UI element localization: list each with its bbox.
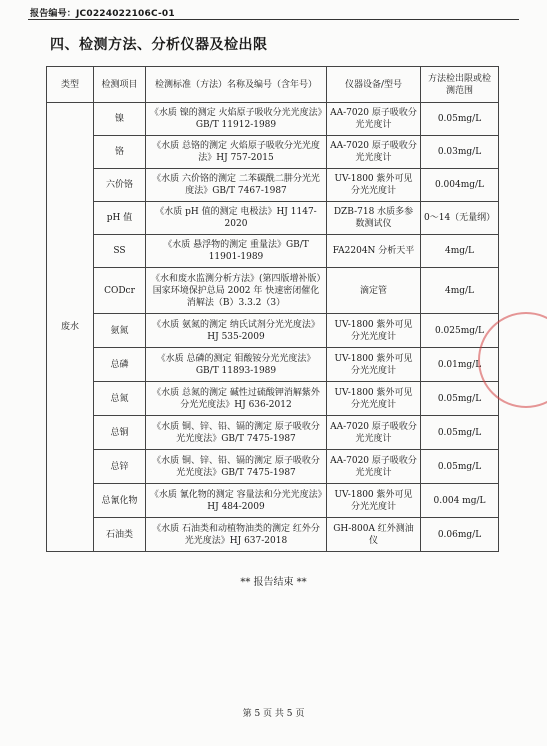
- table-row: [47, 136, 499, 169]
- report-number: 报告编号：JC0224022106C-01: [30, 9, 175, 19]
- table-row: [47, 235, 499, 268]
- header-type: 类型: [47, 67, 94, 103]
- instrument-cell: UV-1800 紫外可见分光光度计: [327, 382, 421, 416]
- table-row: [47, 416, 499, 450]
- header-standard: 检测标准（方法）名称及编号（含年号）: [146, 67, 327, 103]
- table-row: [47, 484, 499, 518]
- limit-cell: 0.05mg/L: [421, 416, 499, 450]
- limit-cell: 0.01mg/L: [421, 348, 499, 382]
- item-cell: 六价铬: [94, 169, 146, 202]
- instrument-cell: AA-7020 原子吸收分光光度计: [327, 136, 421, 169]
- table-row: [47, 268, 499, 314]
- limit-cell: 0.06mg/L: [421, 518, 499, 552]
- instrument-cell: UV-1800 紫外可见分光光度计: [327, 348, 421, 382]
- instrument-cell: FA2204N 分析天平: [327, 235, 421, 268]
- item-cell: SS: [94, 235, 146, 268]
- limit-cell: 0.05mg/L: [421, 103, 499, 136]
- instrument-cell: DZB-718 水质多参数测试仪: [327, 202, 421, 235]
- standard-cell: 《水质 六价铬的测定 二苯碳酰二肼分光光度法》GB/T 7467-1987: [146, 169, 327, 202]
- instrument-cell: UV-1800 紫外可见分光光度计: [327, 314, 421, 348]
- table-row: [47, 348, 499, 382]
- table-row: [47, 202, 499, 235]
- methods-table: [46, 66, 499, 552]
- standard-cell: 《水质 悬浮物的测定 重量法》GB/T 11901-1989: [146, 235, 327, 268]
- instrument-cell: UV-1800 紫外可见分光光度计: [327, 169, 421, 202]
- standard-cell: 《水质 石油类和动植物油类的测定 红外分光光度法》HJ 637-2018: [146, 518, 327, 552]
- instrument-cell: UV-1800 紫外可见分光光度计: [327, 484, 421, 518]
- instrument-cell: AA-7020 原子吸收分光光度计: [327, 416, 421, 450]
- table-row: [47, 169, 499, 202]
- standard-cell: 《水和废水监测分析方法》(第四版增补版）国家环境保护总局 2002 年 快速密闭催化消解法（B）3.3.2（3）: [146, 268, 327, 314]
- standard-cell: 《水质 镍的测定 火焰原子吸收分光光度法》GB/T 11912-1989: [146, 103, 327, 136]
- instrument-cell: 滴定管: [327, 268, 421, 314]
- standard-cell: 《水质 总氮的测定 碱性过硫酸钾消解紫外分光光度法》HJ 636-2012: [146, 382, 327, 416]
- limit-cell: 0.03mg/L: [421, 136, 499, 169]
- item-cell: pH 值: [94, 202, 146, 235]
- limit-cell: 4mg/L: [421, 268, 499, 314]
- header-limit: 方法检出限或检测范围: [421, 67, 499, 103]
- standard-cell: 《水质 铜、锌、铅、镉的测定 原子吸收分光光度法》GB/T 7475-1987: [146, 450, 327, 484]
- table-row: [47, 450, 499, 484]
- limit-cell: 0.004 mg/L: [421, 484, 499, 518]
- table-row: [47, 314, 499, 348]
- table-row: [47, 382, 499, 416]
- table-row: [47, 103, 499, 136]
- limit-cell: 0.05mg/L: [421, 382, 499, 416]
- item-cell: 镍: [94, 103, 146, 136]
- limit-cell: 0～14（无量纲）: [421, 202, 499, 235]
- item-cell: 氨氮: [94, 314, 146, 348]
- item-cell: 总铜: [94, 416, 146, 450]
- limit-cell: 4mg/L: [421, 235, 499, 268]
- section-title: 四、检测方法、分析仪器及检出限: [50, 37, 268, 53]
- category-cell: 废水: [47, 103, 94, 552]
- instrument-cell: GH-800A 红外测油仪: [327, 518, 421, 552]
- standard-cell: 《水质 氰化物的测定 容量法和分光光度法》HJ 484-2009: [146, 484, 327, 518]
- header-instrument: 仪器设备/型号: [327, 67, 421, 103]
- standard-cell: 《水质 氨氮的测定 纳氏试剂分光光度法》HJ 535-2009: [146, 314, 327, 348]
- item-cell: 总氰化物: [94, 484, 146, 518]
- header-rule: [28, 19, 519, 20]
- item-cell: 石油类: [94, 518, 146, 552]
- item-cell: 总氮: [94, 382, 146, 416]
- table-row: [47, 518, 499, 552]
- report-end-mark: ** 报告结束 **: [240, 577, 307, 588]
- item-cell: 铬: [94, 136, 146, 169]
- table-header-row: [47, 67, 499, 103]
- instrument-cell: AA-7020 原子吸收分光光度计: [327, 103, 421, 136]
- standard-cell: 《水质 铜、锌、铅、镉的测定 原子吸收分光光度法》GB/T 7475-1987: [146, 416, 327, 450]
- item-cell: 总磷: [94, 348, 146, 382]
- limit-cell: 0.025mg/L: [421, 314, 499, 348]
- page-number: 第 5 页 共 5 页: [242, 709, 305, 719]
- header-item: 检测项目: [94, 67, 146, 103]
- limit-cell: 0.05mg/L: [421, 450, 499, 484]
- instrument-cell: AA-7020 原子吸收分光光度计: [327, 450, 421, 484]
- standard-cell: 《水质 总磷的测定 钼酸铵分光光度法》GB/T 11893-1989: [146, 348, 327, 382]
- standard-cell: 《水质 pH 值的测定 电极法》HJ 1147-2020: [146, 202, 327, 235]
- limit-cell: 0.004mg/L: [421, 169, 499, 202]
- item-cell: 总锌: [94, 450, 146, 484]
- standard-cell: 《水质 总铬的测定 火焰原子吸收分光光度法》HJ 757-2015: [146, 136, 327, 169]
- item-cell: CODcr: [94, 268, 146, 314]
